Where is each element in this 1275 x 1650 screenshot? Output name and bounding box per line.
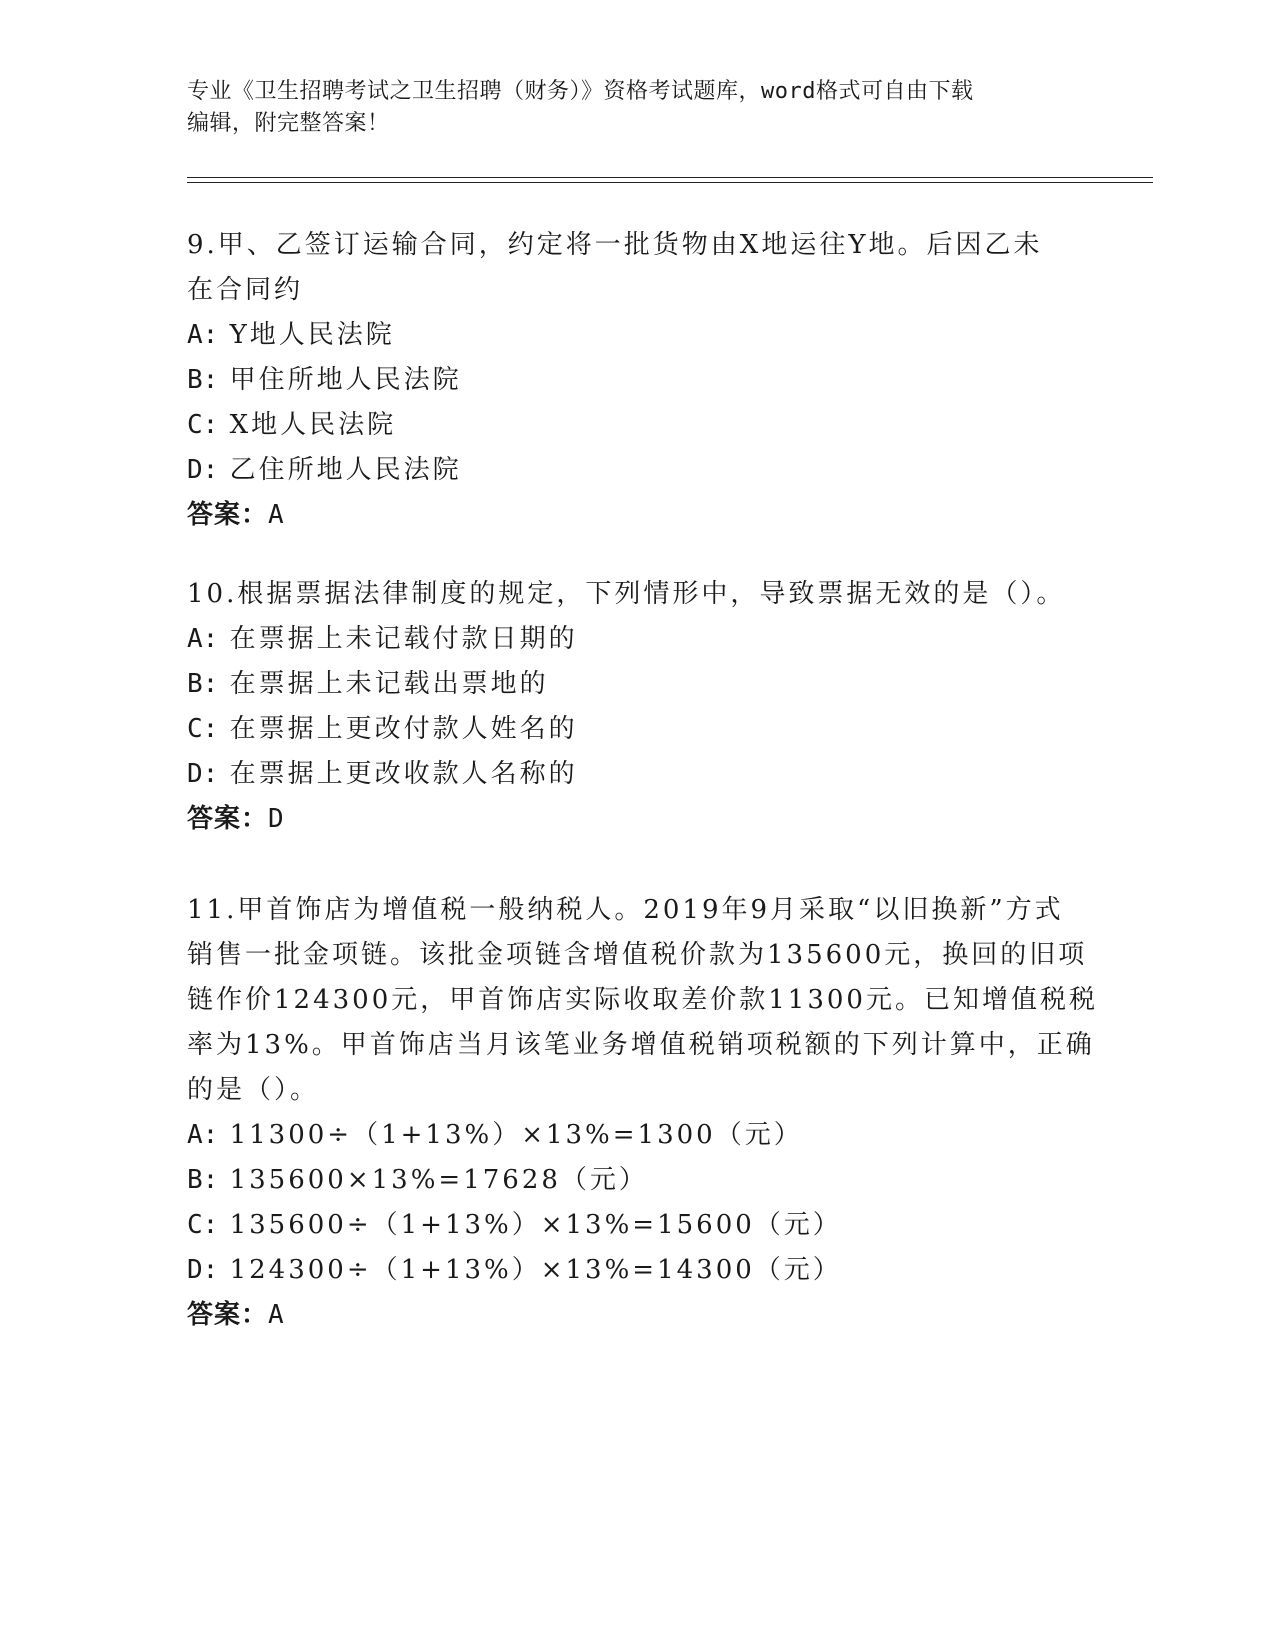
answer-label: 答案： (187, 1300, 269, 1330)
option-a (187, 313, 1087, 358)
answer-value: A (268, 1300, 285, 1330)
option-text: Y地人民法院 (229, 320, 395, 350)
option-text: 124300÷（1+13%）×13%=14300（元） (229, 1255, 842, 1285)
option-letter: C: (187, 714, 219, 744)
option-letter: C: (187, 1210, 219, 1240)
option-text: 在票据上更改付款人姓名的 (229, 714, 578, 744)
question-text-line: 销售一批金项链。该批金项链含增值税价款为135600元，换回的旧项 (187, 940, 1088, 970)
option-letter: C: (187, 410, 219, 440)
option-letter: D: (187, 1255, 219, 1285)
option-letter: B: (187, 1165, 219, 1195)
option-c (187, 1203, 1087, 1248)
header-divider-top (187, 177, 1153, 178)
option-b (187, 358, 1087, 403)
question-text-line: 的是（）。 (187, 1075, 320, 1105)
answer-label: 答案： (187, 500, 269, 530)
question-text-line: 11.甲首饰店为增值税一般纳税人。2019年9月采取“以旧换新”方式 (187, 895, 1064, 925)
option-letter: A: (187, 320, 219, 350)
question-text-line: 率为13%。甲首饰店当月该笔业务增值税销项税额的下列计算中，正确 (187, 1030, 1095, 1060)
option-text: 在票据上更改收款人名称的 (229, 759, 578, 789)
option-c (187, 403, 1087, 448)
option-b (187, 1158, 1087, 1203)
answer (187, 1293, 1087, 1338)
document-header (187, 76, 1067, 140)
question-11 (187, 888, 1098, 1338)
option-a (187, 1113, 1087, 1158)
option-letter: A: (187, 1120, 219, 1150)
option-letter: D: (187, 455, 219, 485)
option-d (187, 448, 1087, 493)
header-line-2: 编辑，附完整答案！ (187, 111, 390, 136)
option-letter: D: (187, 759, 219, 789)
question-10 (187, 572, 1087, 842)
question-text-line: 10.根据票据法律制度的规定，下列情形中，导致票据无效的是（）。 (187, 579, 1066, 609)
question-text-line: 链作价124300元，甲首饰店实际收取差价款11300元。已知增值税税 (187, 985, 1098, 1015)
option-d (187, 752, 1087, 797)
option-text: 甲住所地人民法院 (229, 365, 462, 395)
option-text: 11300÷（1+13%）×13%=1300（元） (229, 1120, 803, 1150)
option-text: 在票据上未记载出票地的 (229, 669, 549, 699)
answer-value: A (268, 500, 285, 530)
option-letter: B: (187, 669, 219, 699)
question-text-line: 在合同约 (187, 275, 304, 305)
option-text: 乙住所地人民法院 (229, 455, 462, 485)
option-letter: B: (187, 365, 219, 395)
option-d (187, 1248, 1087, 1293)
answer-label: 答案： (187, 804, 269, 834)
answer (187, 493, 1087, 538)
header-divider-bottom (187, 182, 1153, 183)
option-c (187, 707, 1087, 752)
question-text-line: 9.甲、乙签订运输合同，约定将一批货物由X地运往Y地。后因乙未 (187, 230, 1043, 260)
option-text: 在票据上未记载付款日期的 (229, 624, 578, 654)
option-b (187, 662, 1087, 707)
header-line-1: 专业《卫生招聘考试之卫生招聘（财务）》资格考试题库，word格式可自由下载 (187, 79, 974, 104)
option-text: 135600÷（1+13%）×13%=15600（元） (229, 1210, 842, 1240)
option-text: 135600×13%=17628（元） (229, 1165, 648, 1195)
option-a (187, 617, 1087, 662)
answer-value: D (268, 804, 285, 834)
option-letter: A: (187, 624, 219, 654)
answer (187, 797, 1087, 842)
question-9 (187, 223, 1087, 538)
option-text: X地人民法院 (229, 410, 397, 440)
